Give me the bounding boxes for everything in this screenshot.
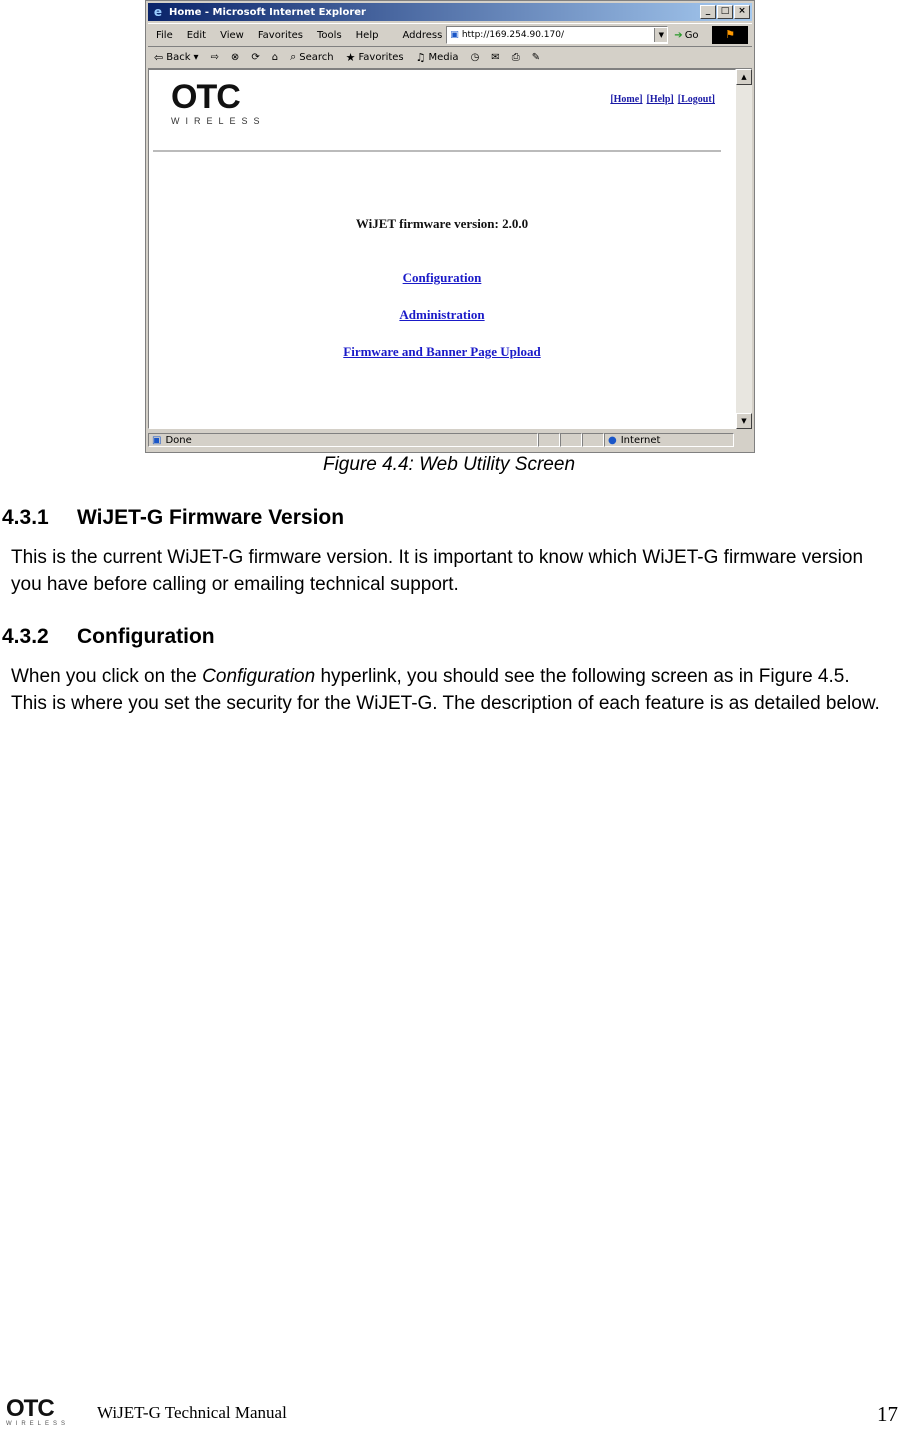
menu-view[interactable]: View: [220, 29, 244, 41]
menu-help[interactable]: Help: [355, 29, 379, 41]
back-arrow-icon: ⇦: [154, 50, 164, 64]
windows-logo-icon: ⚑: [712, 26, 748, 44]
refresh-icon[interactable]: ⟳: [251, 51, 260, 63]
chevron-down-icon[interactable]: ▾: [193, 51, 199, 63]
mail-icon[interactable]: ✉: [491, 51, 500, 63]
favorites-button[interactable]: [346, 51, 404, 64]
stop-icon[interactable]: ⊗: [230, 51, 240, 63]
globe-icon: ●: [608, 434, 617, 446]
menu-tools[interactable]: Tools: [317, 29, 342, 41]
firmware-upload-link[interactable]: Firmware and Banner Page Upload: [343, 344, 541, 359]
status-cell-empty: [560, 433, 582, 447]
search-label: Search: [299, 51, 334, 63]
figure-caption: Figure 4.4: Web Utility Screen: [322, 454, 576, 475]
zone-text: Internet: [620, 434, 661, 446]
footer-logo: [6, 1397, 70, 1431]
page-icon: ▣: [450, 30, 459, 40]
otc-logo-subtext: WIRELESS: [171, 116, 266, 126]
ie-logo-icon: e: [153, 5, 163, 19]
page-done-icon: ▣: [152, 434, 162, 446]
address-label: Address: [402, 29, 443, 41]
star-icon: ★: [345, 50, 356, 64]
address-input[interactable]: http://169.254.90.170/: [461, 30, 564, 40]
edit-icon[interactable]: ✎: [531, 51, 541, 63]
otc-logo: [171, 80, 271, 128]
status-zone: [604, 433, 734, 447]
status-cell-empty: [582, 433, 604, 447]
go-button[interactable]: [674, 30, 698, 41]
title-bar: [148, 3, 752, 21]
go-label: Go: [684, 29, 699, 41]
window-controls: [700, 5, 750, 19]
back-button[interactable]: [154, 51, 199, 64]
page-number: 17: [877, 1402, 898, 1426]
menu-file[interactable]: File: [156, 29, 173, 41]
search-icon: ⌕: [290, 50, 297, 63]
search-button[interactable]: [290, 50, 334, 64]
home-icon[interactable]: ⌂: [271, 51, 279, 63]
section-heading-4-3-1: [2, 506, 344, 530]
body-text: When you click on the: [11, 666, 203, 687]
menu-bar: [148, 23, 752, 47]
footer-title: WiJET-G Technical Manual: [97, 1403, 287, 1422]
media-icon: ♫: [415, 50, 426, 64]
section-heading-4-3-2: [2, 625, 215, 649]
nav-home-link[interactable]: [Home]: [610, 94, 643, 105]
close-button[interactable]: ×: [734, 5, 750, 19]
administration-link-row: [149, 307, 735, 323]
media-label: Media: [428, 51, 459, 63]
footer-logo-subtext: WIRELESS: [6, 1421, 70, 1427]
status-done: [148, 433, 538, 447]
configuration-reference: Configuration: [202, 666, 316, 687]
ie-window-screenshot: [145, 0, 755, 453]
maximize-button[interactable]: □: [717, 5, 733, 19]
section-title: WiJET-G Firmware Version: [77, 506, 345, 529]
section-body-4-3-2: [11, 663, 881, 717]
toolbar: [148, 46, 752, 69]
status-bar: [148, 431, 752, 449]
favorites-label: Favorites: [358, 51, 404, 63]
top-nav: [610, 94, 715, 105]
configuration-link-row: [149, 270, 735, 286]
window-title: Home - Microsoft Internet Explorer: [169, 6, 366, 18]
section-number: 4.3.1: [2, 506, 49, 529]
history-icon[interactable]: ◷: [470, 51, 480, 63]
address-bar[interactable]: [446, 26, 668, 44]
divider: [153, 150, 721, 152]
section-title: Configuration: [77, 625, 215, 648]
administration-link[interactable]: Administration: [399, 307, 485, 322]
nav-help-link[interactable]: [Help]: [646, 94, 674, 105]
vertical-scrollbar[interactable]: [736, 69, 752, 429]
web-page-viewport: [148, 69, 736, 429]
body-text: hyperlink, you should see the following screen as in Figure 4.5. This is where you set the security for the WiJET-G. The description of each feature is as detailed below.: [11, 666, 880, 714]
menu-edit[interactable]: Edit: [186, 29, 207, 41]
forward-arrow-icon[interactable]: ⇨: [210, 51, 219, 63]
section-body-4-3-1: This is the current WiJET-G firmware version. It is important to know which WiJET-G firmware version you have before calling or emailing technical support.: [11, 547, 864, 595]
configuration-link[interactable]: Configuration: [402, 270, 482, 285]
menu-favorites[interactable]: Favorites: [257, 29, 304, 41]
media-button[interactable]: [416, 51, 459, 64]
firmware-upload-link-row: [149, 344, 735, 360]
print-icon[interactable]: ⎙: [511, 51, 520, 63]
footer-logo-text: OTC: [6, 1395, 54, 1422]
status-text: Done: [165, 434, 192, 446]
firmware-version-text: WiJET firmware version: 2.0.0: [355, 216, 529, 231]
nav-logout-link[interactable]: [Logout]: [677, 94, 715, 105]
go-arrow-icon: ➔: [674, 29, 683, 41]
chevron-down-icon[interactable]: ▼: [654, 28, 667, 42]
status-cell-empty: [538, 433, 560, 447]
scroll-up-icon[interactable]: ▲: [736, 69, 752, 85]
minimize-button[interactable]: _: [700, 5, 716, 19]
section-number: 4.3.2: [2, 625, 49, 648]
scroll-down-icon[interactable]: ▼: [736, 413, 752, 429]
back-label: Back: [166, 51, 191, 63]
otc-logo-text: OTC: [171, 78, 240, 116]
